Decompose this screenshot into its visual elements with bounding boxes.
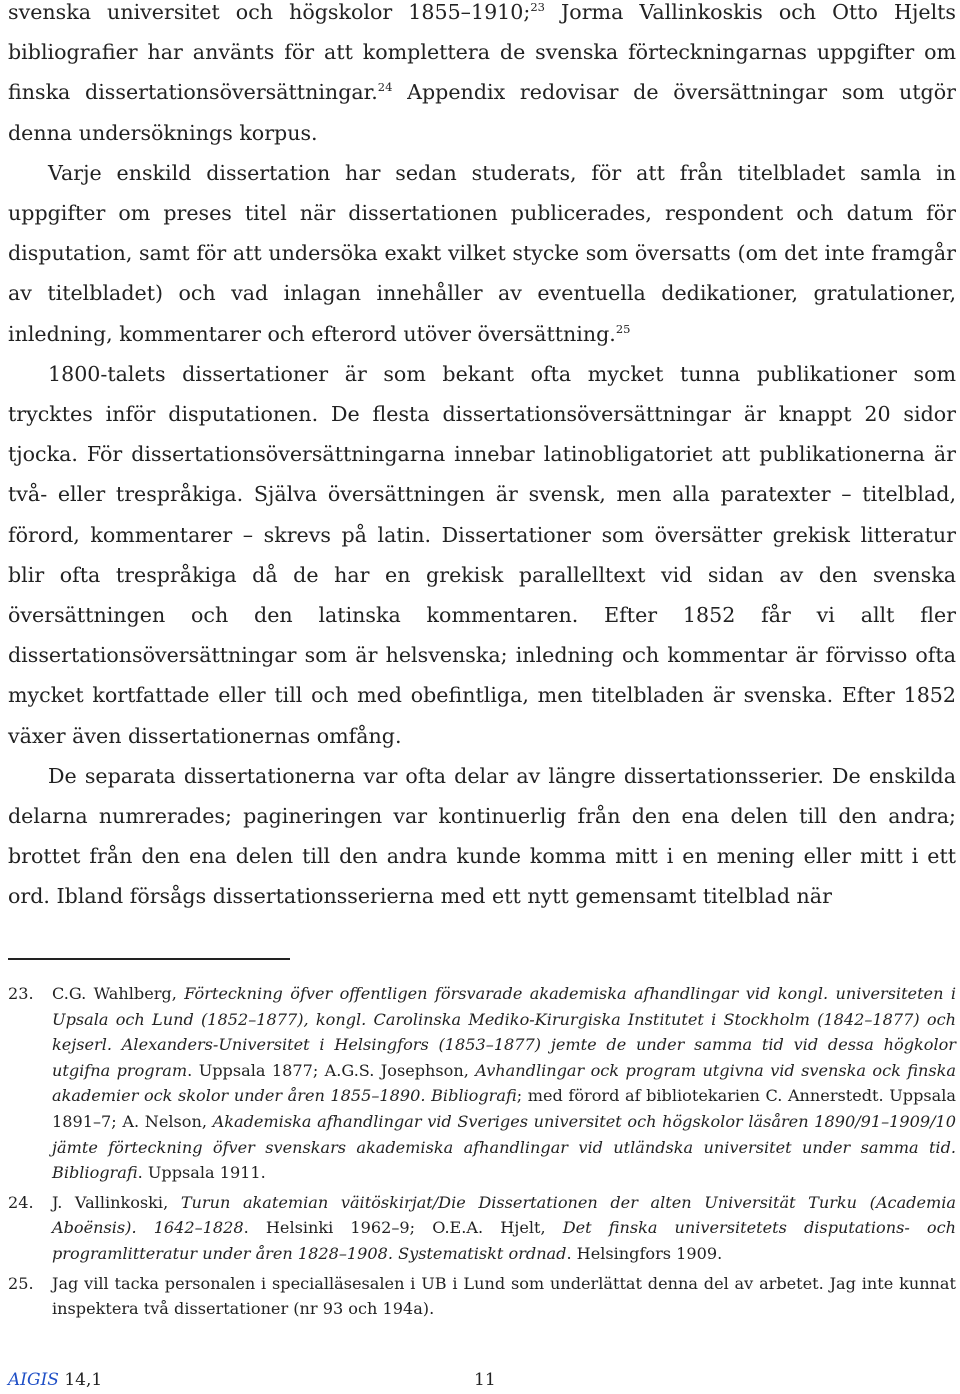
text-segment: Jag vill tacka personalen i specialläsesalen i UB i Lund som underlättat denna del av arbetet. Jag inte kunnat inspektera två dissertationer (nr 93 och 194a). — [52, 1273, 956, 1319]
footnote-text — [52, 1190, 956, 1267]
footnote-reference[interactable]: 23 — [530, 0, 545, 15]
footnote-text — [52, 981, 956, 1186]
paragraph — [8, 0, 956, 153]
footnote — [8, 981, 956, 1186]
paragraph — [8, 153, 956, 354]
title-italic: Det finska universitetets disputations- och programlitteratur under åren 1828–1908. Systematiskt ordnad — [52, 1218, 956, 1263]
title-italic: Turun akatemian väitöskirjat/Die Dissertationen der alten Universität Turku (Academia Aboënsis). 1642–1828 — [52, 1192, 956, 1238]
text-segment: . Uppsala 1911. — [137, 1163, 266, 1183]
footnotes — [8, 981, 956, 1326]
footnote — [8, 1190, 956, 1267]
text-segment: C.G. Wahlberg, — [52, 984, 185, 1003]
text-segment: Appendix redovisar de översättningar som utgör denna undersöknings korpus. — [8, 80, 956, 145]
footnote-number: 23. — [8, 984, 34, 1003]
footnote-reference[interactable]: 25 — [615, 321, 631, 336]
paragraph — [8, 354, 956, 756]
page-number: 11 — [474, 1370, 496, 1390]
text-segment: Jorma Vallinkoskis och Otto Hjelts bibliografier har använts för att komplettera de svenska förteckningarnas uppgifter om finska dissertationsöversättningar. — [8, 0, 956, 105]
text-segment: J. Vallinkoski, — [52, 1192, 181, 1212]
text-segment: Varje enskild dissertation har sedan studerats, för att från titelbladet samla in uppgifter om preses titel när dissertationen publicerades, respondent och datum för disputation, samt för att undersöka exakt vilket stycke som översatts (om det inte framgår av titelbladet) och vad inlagan innehåller av eventuella dedikationer, gratulationer, inledning, kommentarer och efterord utöver översättning. — [8, 160, 956, 346]
page-footer — [8, 1366, 956, 1394]
footnote-number: 25. — [8, 1273, 34, 1293]
text-segment: De separata dissertationerna var ofta delar av längre dissertationsserier. De enskilda delarna numrerades; pagineringen var kontinuerlig från den ena delen till den andra; brottet från den ena delen till den andra kunde komma mitt i en mening eller mitt i ett ord. Ibland försågs dissertationsserierna med ett nytt gemensamt titelblad när — [8, 763, 956, 909]
main-text — [8, 0, 956, 917]
footnote-number: 24. — [8, 1192, 34, 1212]
footnote-separator — [8, 958, 290, 960]
title-italic: Akademiska afhandlingar vid Sveriges universitet och högskolor läsåren 1890/91–1909/10 jämte förteckning öfver svenskars akademiska afhandlingar vid utländska universitet under samma tid. Bibliografi — [52, 1111, 956, 1183]
footnote-text — [52, 1271, 956, 1322]
page-body — [8, 0, 956, 917]
text-segment: svenska universitet och högskolor 1855–1910; — [8, 0, 531, 24]
text-segment: 1800-talets dissertationer är som bekant ofta mycket tunna publikationer som trycktes inför disputationen. De flesta dissertationsöversättningar är knappt 20 sidor tjocka. För dissertationsöversättningarna innebar latinobligatoriet att publikationerna är två- eller trespråkiga. Själva översättningen är svensk, men alla paratexter – titelblad, förord, kommentarer – skrevs på latin. Dissertationer som översätter grekisk litteratur blir ofta trespråkiga då de har en grekisk parallelltext vid sidan av den svenska översättningen och den latinska kommentaren. Efter 1852 får vi allt fler dissertationsöversättningar som är helsvenska; inledning och kommentar är förvisso ofta mycket kortfattade eller till och med obefintliga, men titelbladen är svenska. Efter 1852 växer även dissertationernas omfång. — [8, 361, 956, 748]
text-segment: ; med förord af bibliotekarien C. Annerstedt. Uppsala 1891–7; A. Nelson, — [52, 1086, 956, 1131]
paragraph — [8, 756, 956, 917]
footnote-reference[interactable]: 24 — [377, 80, 393, 95]
journal-name: AIGIS — [8, 1370, 59, 1390]
title-italic: Förteckning öfver offentligen försvarade akademiska afhandlingar vid kongl. universiteten i Upsala och Lund (1852–1877), kongl. Carolinska Mediko-Kirurgiska Institutet i Stockholm (1842–1877) och kejserl. Alexanders-Universitet i Helsingfors (1853–1877) jemte de under samma tid vid dessa högkolor utgifna program — [52, 984, 956, 1080]
journal-volume: 14,1 — [64, 1370, 103, 1390]
text-segment: . Helsingfors 1909. — [566, 1243, 723, 1263]
text-segment: . Uppsala 1877; A.G.S. Josephson, — [187, 1060, 476, 1080]
footnote — [8, 1271, 956, 1322]
title-italic: Avhandlingar ock program utgivna vid svenska ock finska akademier ock skolor under åren 1855–1890. Bibliografi — [52, 1060, 957, 1106]
text-segment: . Helsinki 1962–9; O.E.A. Hjelt, — [243, 1218, 563, 1238]
